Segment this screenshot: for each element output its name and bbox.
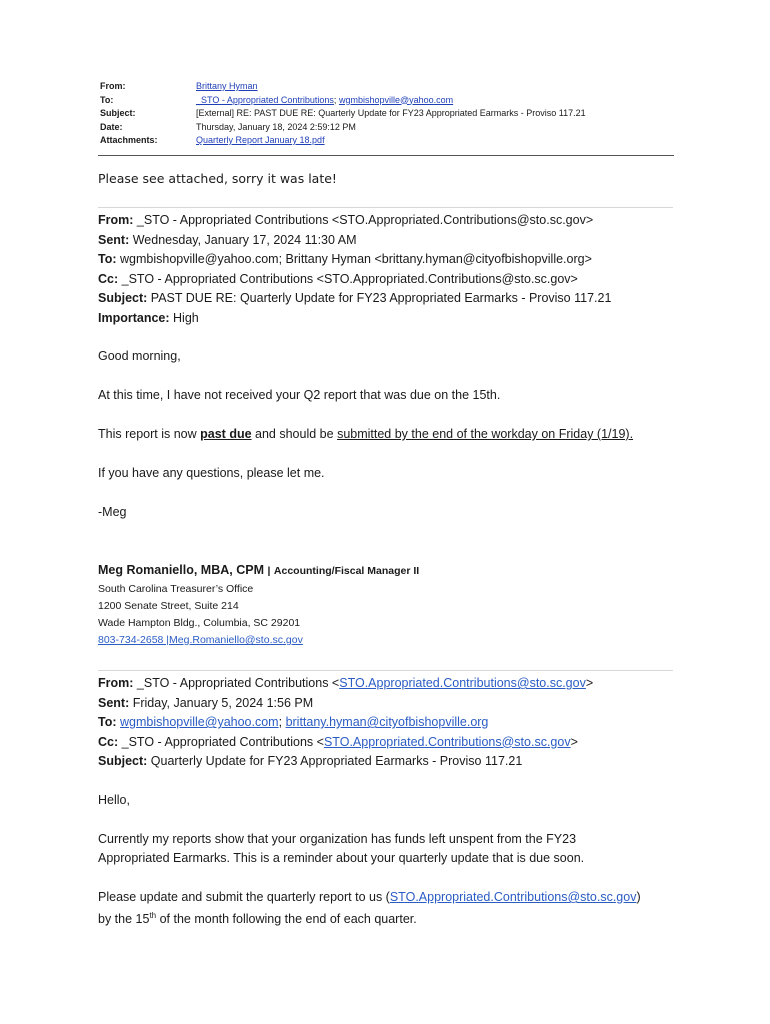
msg2-subject-label: Subject:	[98, 754, 148, 768]
msg2-para2-sup: th	[149, 911, 157, 920]
msg2-from-suffix: >	[585, 676, 594, 690]
msg2-cc-suffix: >	[570, 734, 578, 749]
msg2-from-email-link[interactable]: STO.Appropriated.Contributions@sto.sc.gov	[339, 676, 586, 690]
msg1-para2	[98, 427, 633, 441]
intro-text: Please see attached, sorry it was late!	[98, 171, 337, 186]
msg2-greeting: Hello,	[98, 793, 130, 807]
msg2-para2-a: Please update and submit the quarterly report to us (	[98, 890, 390, 904]
email-header	[100, 80, 674, 148]
header-divider	[98, 155, 674, 156]
msg2-subject-value: Quarterly Update for FY23 Appropriated Earmarks - Proviso 117.21	[150, 754, 523, 768]
signature-address-2: Wade Hampton Bldg., Columbia, SC 29201	[98, 617, 301, 629]
header-to-link-2[interactable]: wgmbishopville@yahoo.com	[338, 94, 454, 105]
msg1-cc-label: Cc:	[98, 271, 119, 286]
msg1-sent-label: Sent:	[98, 232, 130, 247]
header-attachments-row	[100, 134, 674, 148]
msg1-signoff: -Meg	[98, 505, 127, 519]
msg2-from-label: From:	[98, 676, 134, 690]
attachment-link[interactable]: Quarterly Report January 18.pdf	[196, 135, 325, 145]
signature-contact-link[interactable]: 803-734-2658 |Meg.Romaniello@sto.sc.gov	[98, 634, 303, 646]
header-to-link-1[interactable]: _STO - Appropriated Contributions	[196, 94, 334, 105]
signature-address-1: 1200 Senate Street, Suite 214	[98, 600, 239, 612]
msg1-cc-value: _STO - Appropriated Contributions <STO.Appropriated.Contributions@sto.sc.gov>	[121, 271, 578, 286]
msg2-cc-label: Cc:	[98, 734, 119, 749]
header-to-sep: ;	[333, 94, 337, 105]
header-to-label: To:	[100, 94, 114, 105]
header-subject-value: [External] RE: PAST DUE RE: Quarterly Update for FY23 Appropriated Earmarks - Proviso 117.21	[196, 108, 586, 118]
signature-sep: |	[267, 565, 271, 577]
msg2-to-label: To:	[98, 715, 117, 729]
msg1-importance-value: High	[173, 310, 199, 325]
header-to-row	[100, 94, 674, 108]
msg2-para2-d: of the month following the end of each quarter.	[159, 912, 417, 927]
msg1-from-value: _STO - Appropriated Contributions <STO.Appropriated.Contributions@sto.sc.gov>	[136, 213, 594, 227]
header-from-row	[100, 80, 674, 94]
header-date-label: Date:	[100, 121, 123, 132]
msg1-subject-label: Subject:	[98, 291, 148, 305]
signature-title: Accounting/Fiscal Manager II	[273, 565, 420, 577]
msg1-greeting: Good morning,	[98, 349, 181, 363]
msg2-para2-email-link[interactable]: STO.Appropriated.Contributions@sto.sc.gov	[389, 890, 637, 904]
msg2-para2-line1	[98, 890, 641, 904]
msg2-para1-line1: Currently my reports show that your organization has funds left unspent from the FY23	[98, 832, 577, 846]
msg1-para1: At this time, I have not received your Q2 report that was due on the 15th.	[98, 388, 501, 402]
msg2-sent-label: Sent:	[98, 695, 130, 710]
msg1-para2-a: This report is now	[98, 427, 197, 441]
msg2-to-sep: ;	[278, 715, 283, 729]
header-date-value: Thursday, January 18, 2024 2:59:12 PM	[196, 121, 356, 132]
msg1-from-label: From:	[98, 213, 134, 227]
msg2-to-email-link-1[interactable]: wgmbishopville@yahoo.com	[120, 715, 279, 729]
header-subject-row	[100, 107, 674, 121]
msg2-para2-c: by the 15	[98, 912, 150, 927]
msg2-cc-prefix: _STO - Appropriated Contributions <	[121, 734, 324, 749]
msg1-sent-value: Wednesday, January 17, 2024 11:30 AM	[132, 232, 357, 247]
msg1-to-label: To:	[98, 252, 117, 266]
msg1-para3: If you have any questions, please let me.	[98, 466, 325, 480]
msg2-sent-value: Friday, January 5, 2024 1:56 PM	[132, 695, 314, 710]
msg2-from-prefix: _STO - Appropriated Contributions <	[136, 676, 340, 690]
header-from-link[interactable]: Brittany Hyman	[196, 81, 258, 91]
quoted-divider-2	[98, 670, 673, 671]
quoted-divider-1	[98, 207, 673, 208]
header-date-row	[100, 121, 674, 135]
msg2-para1-line2: Appropriated Earmarks. This is a reminder about your quarterly update that is due soon.	[98, 851, 585, 865]
header-subject-label: Subject:	[100, 108, 136, 118]
header-from-label: From:	[100, 81, 126, 91]
msg1-importance-label: Importance:	[98, 310, 170, 325]
msg2-to-email-link-2[interactable]: brittany.hyman@cityofbishopville.org	[285, 715, 489, 729]
msg1-para2-c: and should be	[255, 427, 334, 441]
msg2-cc-email-link[interactable]: STO.Appropriated.Contributions@sto.sc.gov	[323, 734, 571, 749]
signature-office: South Carolina Treasurer’s Office	[98, 583, 254, 595]
msg1-deadline: submitted by the end of the workday on Friday (1/19).	[337, 427, 634, 441]
signature-name: Meg Romaniello, MBA, CPM	[98, 563, 264, 577]
msg2-para2-b: )	[636, 890, 641, 904]
msg1-to-value: wgmbishopville@yahoo.com; Brittany Hyman <brittany.hyman@cityofbishopville.org>	[120, 252, 592, 266]
header-attachments-label: Attachments:	[100, 135, 158, 145]
msg1-past-due: past due	[200, 427, 252, 441]
msg1-subject-value: PAST DUE RE: Quarterly Update for FY23 Appropriated Earmarks - Proviso 117.21	[150, 291, 612, 305]
msg2-para2-line2	[98, 911, 417, 926]
